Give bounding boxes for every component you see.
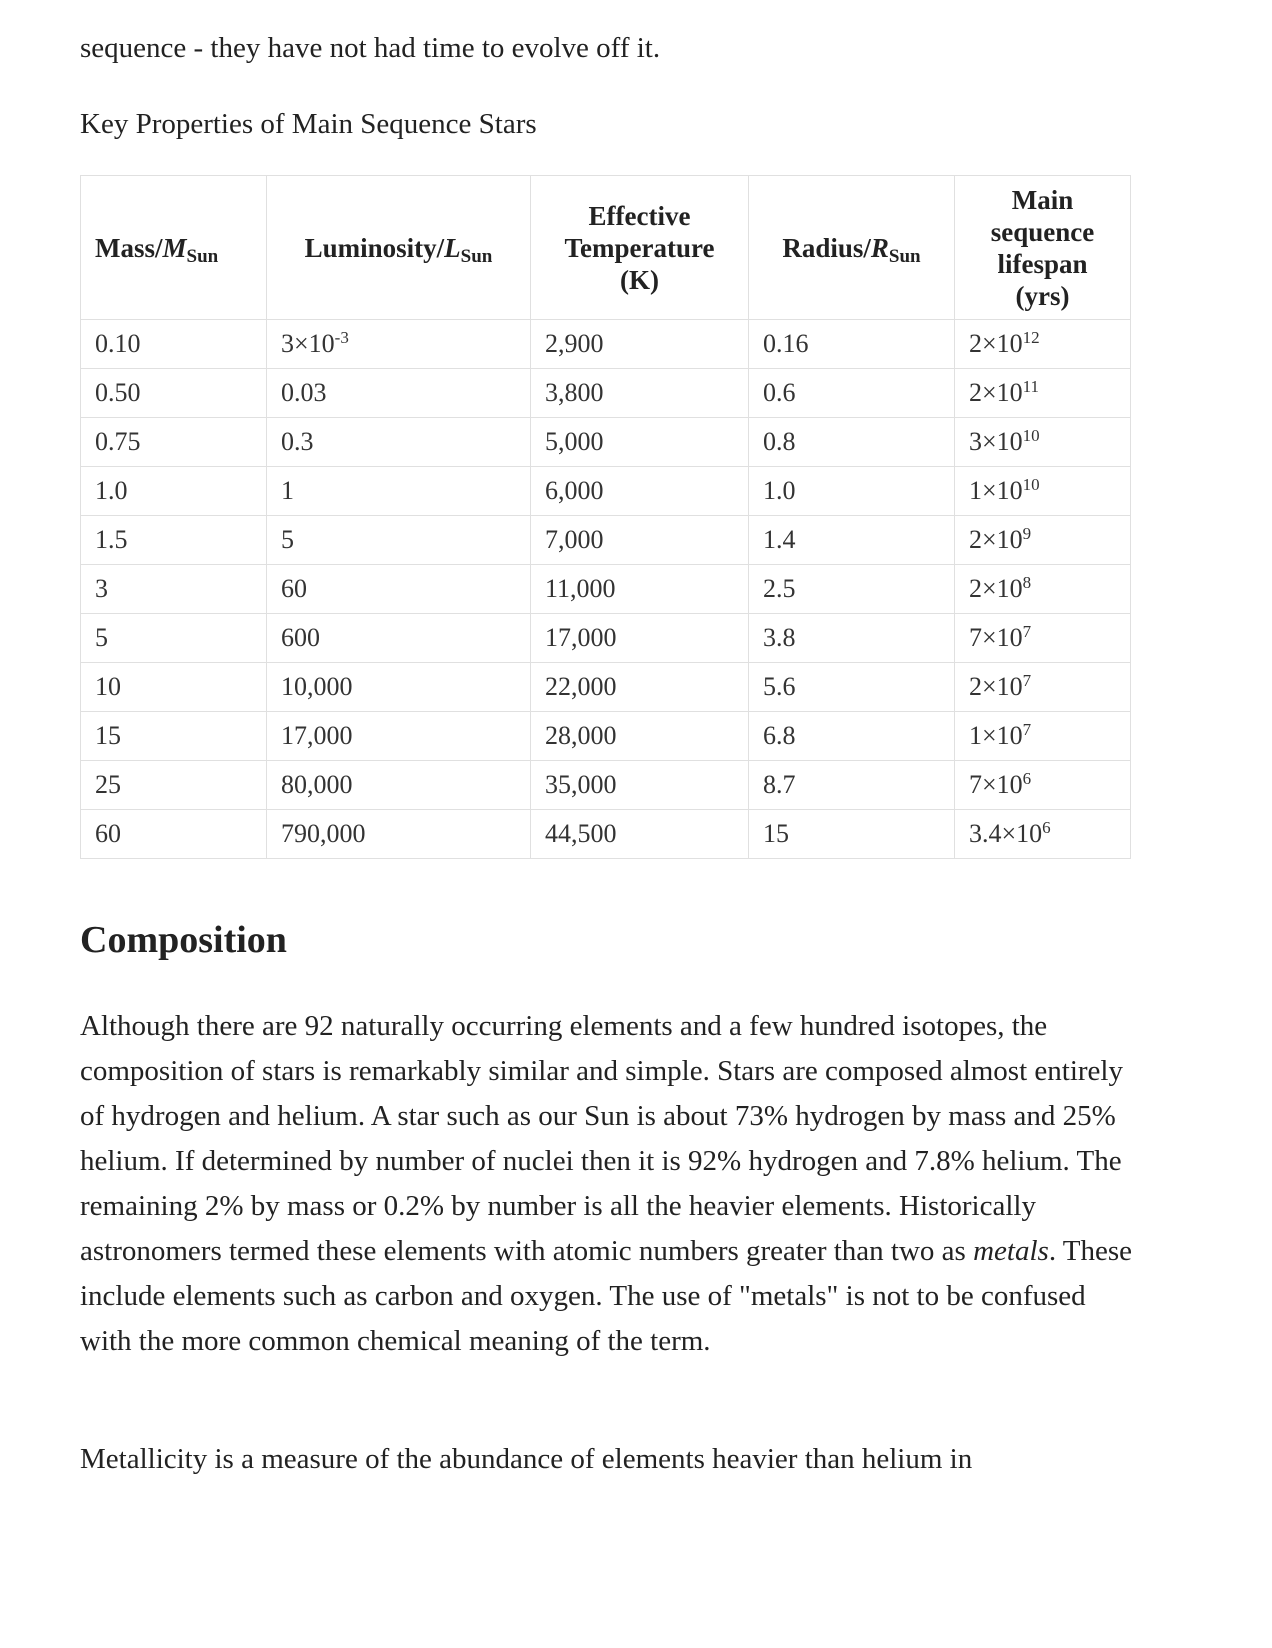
- composition-heading: Composition: [80, 919, 287, 961]
- luminosity-cell: [267, 320, 531, 369]
- table-row: [81, 712, 1131, 761]
- table-row: [81, 467, 1131, 516]
- radius-cell: 1.4: [749, 516, 955, 565]
- mass-cell: 3: [81, 565, 267, 614]
- mass-cell: 0.10: [81, 320, 267, 369]
- mass-cell: 60: [81, 810, 267, 859]
- radius-cell: 0.8: [749, 418, 955, 467]
- radius-cell: 5.6: [749, 663, 955, 712]
- temperature-cell: 2,900: [531, 320, 749, 369]
- value: 1×10: [969, 476, 1023, 505]
- luminosity-cell: [267, 467, 531, 516]
- luminosity-cell: [267, 418, 531, 467]
- value: 1: [281, 476, 294, 505]
- temperature-cell: 22,000: [531, 663, 749, 712]
- table-row: [81, 418, 1131, 467]
- temperature-cell: 5,000: [531, 418, 749, 467]
- paragraph-text: Although there are 92 naturally occurring elements and a few hundred isotopes, the composition of stars is remarkably similar and simple. Stars are composed almost entirely of hydrogen and helium. A star such as our Sun is about 73% hydrogen by mass and 25% helium. If determined by number of nuclei then it is 92% hydrogen and 7.8% helium. The remaining 2% by mass or 0.2% by number is all the heavier elements. Historically astronomers termed these elements with atomic numbers greater than two as: [80, 1010, 1123, 1267]
- table-row: [81, 761, 1131, 810]
- temperature-cell: 28,000: [531, 712, 749, 761]
- header-symbol: L: [444, 232, 461, 263]
- mass-cell: 5: [81, 614, 267, 663]
- radius-cell: 15: [749, 810, 955, 859]
- radius-cell: 8.7: [749, 761, 955, 810]
- lifespan-cell: [955, 810, 1131, 859]
- exponent: 7: [1022, 671, 1032, 690]
- lifespan-cell: [955, 369, 1131, 418]
- radius-cell: 2.5: [749, 565, 955, 614]
- exponent: 9: [1022, 524, 1032, 543]
- value: 2×10: [969, 574, 1023, 603]
- header-subscript: Sun: [460, 245, 493, 267]
- lifespan-cell: [955, 320, 1131, 369]
- luminosity-cell: [267, 810, 531, 859]
- exponent: 6: [1022, 769, 1032, 788]
- radius-cell: 6.8: [749, 712, 955, 761]
- table-row: [81, 516, 1131, 565]
- value: 5: [281, 525, 294, 554]
- value: 7×10: [969, 623, 1023, 652]
- luminosity-cell: [267, 663, 531, 712]
- table-row: [81, 369, 1131, 418]
- header-text: Luminosity/: [304, 232, 445, 263]
- header-text: Effective Temperature (K): [564, 200, 715, 295]
- temperature-cell: 6,000: [531, 467, 749, 516]
- main-sequence-properties-table: [80, 175, 1131, 859]
- metallicity-paragraph: Metallicity is a measure of the abundance of elements heavier than helium in: [80, 1443, 973, 1475]
- value: 2×10: [969, 525, 1023, 554]
- luminosity-cell: [267, 516, 531, 565]
- column-header: [531, 176, 749, 320]
- value: 3×10: [969, 427, 1023, 456]
- exponent: 10: [1022, 475, 1040, 494]
- header-text: Main sequence lifespan (yrs): [990, 184, 1095, 311]
- value: 0.3: [281, 427, 314, 456]
- value: 3.4×10: [969, 819, 1043, 848]
- temperature-cell: 17,000: [531, 614, 749, 663]
- column-header: [955, 176, 1131, 320]
- value: 2×10: [969, 329, 1023, 358]
- value: 0.03: [281, 378, 327, 407]
- luminosity-cell: [267, 761, 531, 810]
- radius-cell: 0.16: [749, 320, 955, 369]
- value: 600: [281, 623, 320, 652]
- value: 2×10: [969, 672, 1023, 701]
- temperature-cell: 44,500: [531, 810, 749, 859]
- metals-term: metals: [973, 1235, 1049, 1267]
- header-subscript: Sun: [888, 245, 921, 267]
- value: 80,000: [281, 770, 353, 799]
- exponent: -3: [334, 328, 349, 347]
- luminosity-cell: [267, 712, 531, 761]
- lifespan-cell: [955, 516, 1131, 565]
- mass-cell: 1.5: [81, 516, 267, 565]
- value: 60: [281, 574, 307, 603]
- value: 790,000: [281, 819, 366, 848]
- temperature-cell: 7,000: [531, 516, 749, 565]
- composition-paragraph: [80, 1004, 1140, 1364]
- value: 7×10: [969, 770, 1023, 799]
- lifespan-cell: [955, 418, 1131, 467]
- mass-cell: 0.75: [81, 418, 267, 467]
- column-header: [81, 176, 267, 320]
- value: 3×10: [281, 329, 335, 358]
- table-row: [81, 663, 1131, 712]
- exponent: 8: [1022, 573, 1032, 592]
- mass-cell: 15: [81, 712, 267, 761]
- column-header: [267, 176, 531, 320]
- table-header-row: [81, 176, 1131, 320]
- value: 1×10: [969, 721, 1023, 750]
- table-row: [81, 320, 1131, 369]
- lifespan-cell: [955, 663, 1131, 712]
- exponent: 12: [1022, 328, 1040, 347]
- column-header: [749, 176, 955, 320]
- table-row: [81, 565, 1131, 614]
- radius-cell: 1.0: [749, 467, 955, 516]
- mass-cell: 25: [81, 761, 267, 810]
- lifespan-cell: [955, 712, 1131, 761]
- radius-cell: 3.8: [749, 614, 955, 663]
- header-symbol: M: [162, 232, 187, 263]
- mass-cell: 1.0: [81, 467, 267, 516]
- temperature-cell: 3,800: [531, 369, 749, 418]
- value: 10,000: [281, 672, 353, 701]
- exponent: 11: [1022, 377, 1040, 396]
- table-row: [81, 810, 1131, 859]
- luminosity-cell: [267, 369, 531, 418]
- paragraph-text: . These include elements such as carbon and oxygen. The use of "metals" is not to be confused with the more common chemical meaning of the term.: [80, 1235, 1133, 1357]
- table-row: [81, 614, 1131, 663]
- header-subscript: Sun: [186, 245, 219, 267]
- header-text: Mass/: [95, 232, 163, 263]
- exponent: 10: [1022, 426, 1040, 445]
- radius-cell: 0.6: [749, 369, 955, 418]
- value: 2×10: [969, 378, 1023, 407]
- table-caption: Key Properties of Main Sequence Stars: [80, 108, 537, 140]
- mass-cell: 10: [81, 663, 267, 712]
- exponent: 7: [1022, 622, 1032, 641]
- exponent: 6: [1042, 818, 1051, 837]
- header-text: Radius/: [782, 232, 871, 263]
- header-symbol: R: [870, 232, 889, 263]
- lifespan-cell: [955, 467, 1131, 516]
- luminosity-cell: [267, 565, 531, 614]
- exponent: 7: [1022, 720, 1032, 739]
- value: 17,000: [281, 721, 353, 750]
- mass-cell: 0.50: [81, 369, 267, 418]
- luminosity-cell: [267, 614, 531, 663]
- lifespan-cell: [955, 565, 1131, 614]
- temperature-cell: 11,000: [531, 565, 749, 614]
- temperature-cell: 35,000: [531, 761, 749, 810]
- lifespan-cell: [955, 761, 1131, 810]
- lifespan-cell: [955, 614, 1131, 663]
- intro-text: sequence - they have not had time to evolve off it.: [80, 32, 661, 64]
